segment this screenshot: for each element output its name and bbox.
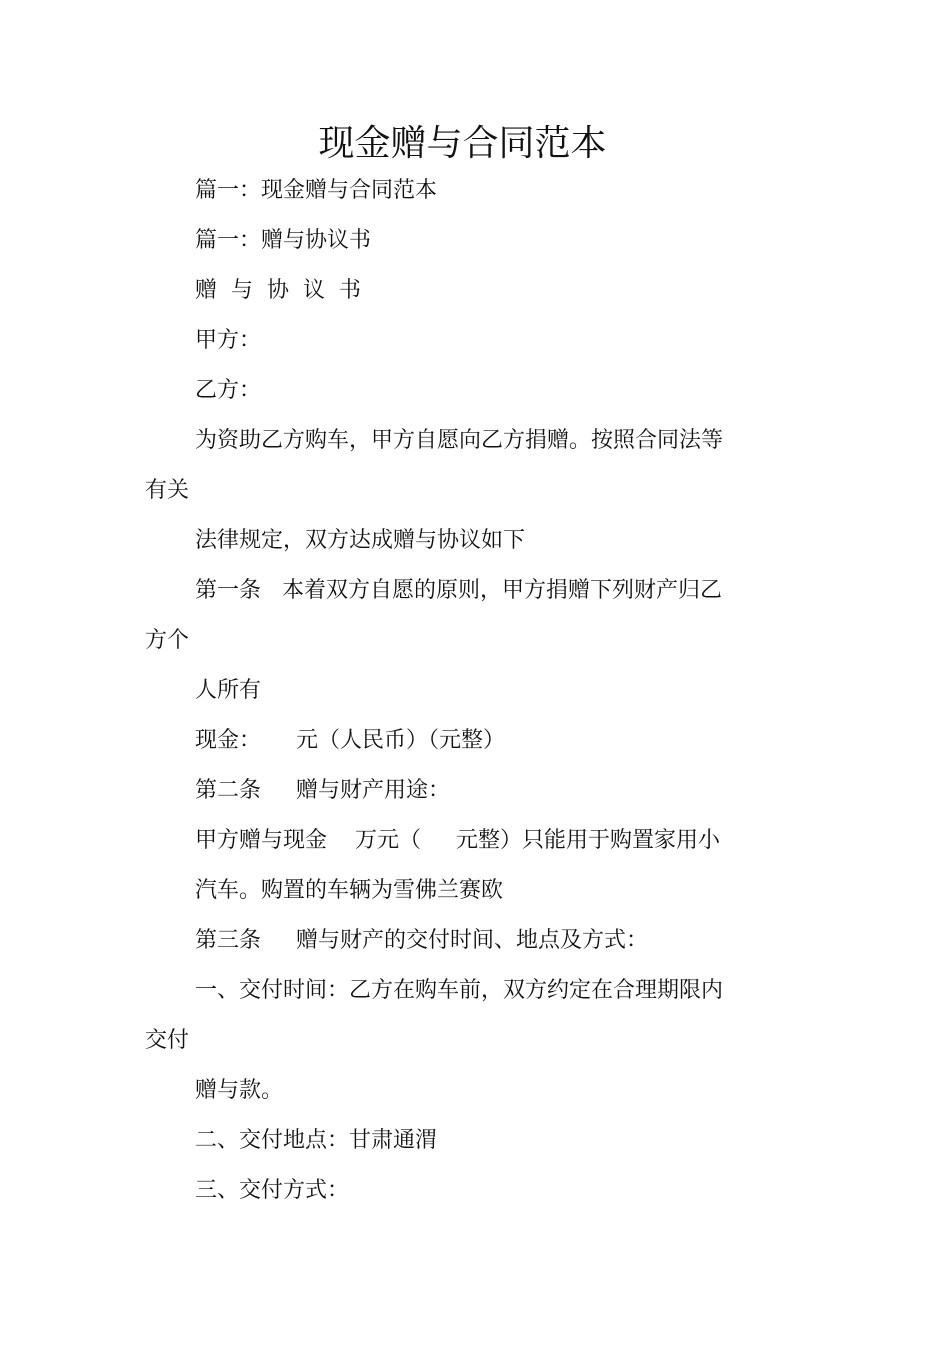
- document-title: 现金赠与合同范本: [318, 123, 607, 164]
- text-line-article-2: 第二条 赠与财产用途：: [195, 778, 450, 803]
- text-line-section-heading-1: 篇一：现金赠与合同范本: [195, 178, 438, 203]
- text-line-article-1-wrap: 方个: [145, 628, 190, 653]
- text-line-agreement-heading: 赠 与 协 议 书: [195, 278, 361, 303]
- text-line-party-a: 甲方：: [195, 328, 262, 353]
- text-line-article-1: 第一条 本着双方自愿的原则，甲方捐赠下列财产归乙: [195, 578, 722, 603]
- text-line-party-b: 乙方：: [195, 378, 262, 403]
- text-line-delivery-place: 二、交付地点：甘肃通渭: [195, 1128, 438, 1153]
- text-line-section-heading-2: 篇一：赠与协议书: [195, 228, 372, 253]
- text-line-preamble-wrap: 有关: [145, 478, 190, 503]
- text-line-cash-amount: 现金： 元（人民币）（元整）: [195, 728, 505, 753]
- text-line-purpose-cont: 汽车。购置的车辆为雪佛兰赛欧: [195, 878, 504, 903]
- text-line-delivery-time-wrap: 交付: [145, 1028, 190, 1053]
- text-line-purpose: 甲方赠与现金 万元（ 元整）只能用于购置家用小: [195, 828, 720, 853]
- text-line-preamble: 为资助乙方购车，甲方自愿向乙方捐赠。按照合同法等: [195, 428, 724, 453]
- text-line-delivery-time-cont: 赠与款。: [195, 1078, 284, 1103]
- text-line-delivery-time: 一、交付时间：乙方在购车前，双方约定在合理期限内: [195, 978, 724, 1003]
- text-line-article-3: 第三条 赠与财产的交付时间、地点及方式：: [195, 928, 648, 953]
- text-line-delivery-method: 三、交付方式：: [195, 1178, 350, 1203]
- text-line-legal-basis: 法律规定，双方达成赠与协议如下: [195, 528, 526, 553]
- text-line-article-1-cont: 人所有: [195, 678, 262, 703]
